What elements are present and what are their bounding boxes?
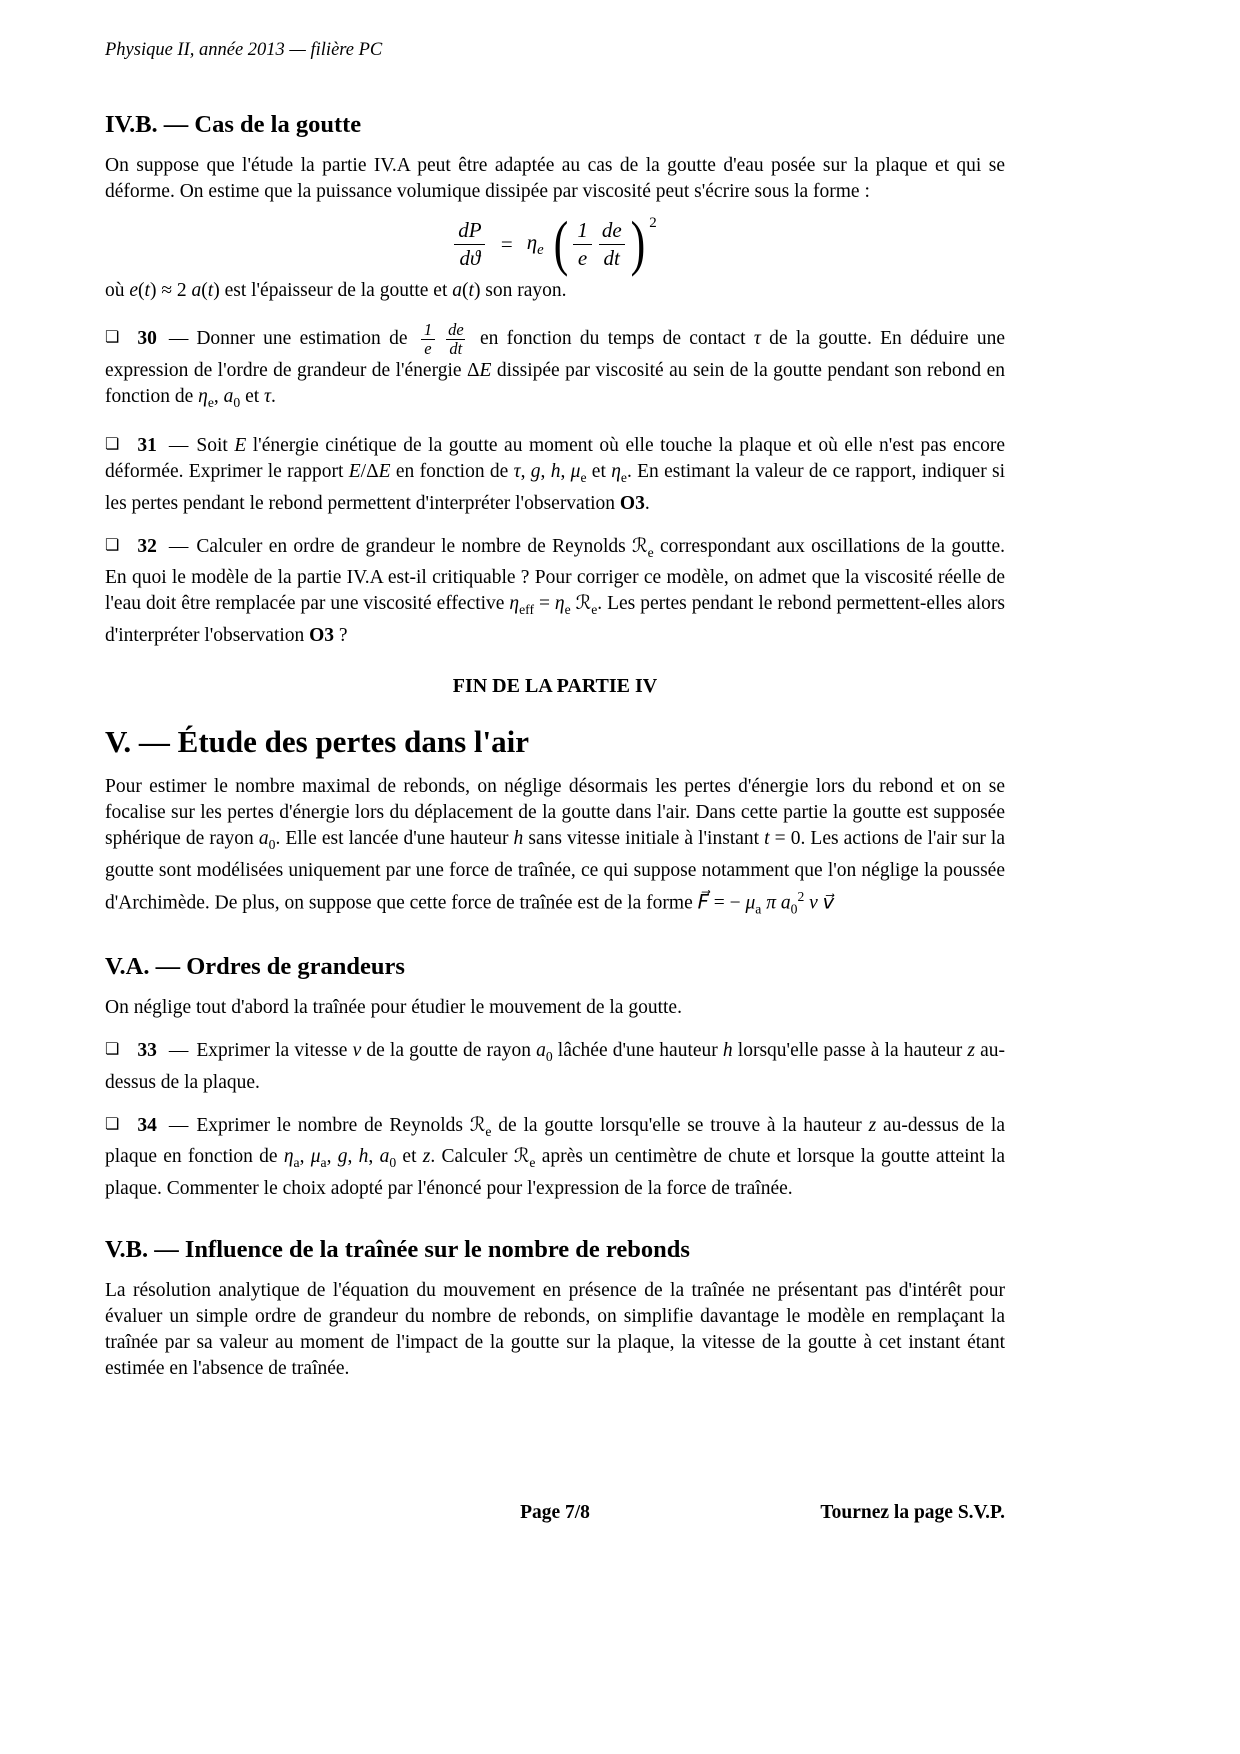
question-dash: — [168, 1114, 189, 1136]
equals-sign: = [499, 231, 514, 256]
question-number: 30 [137, 327, 157, 349]
lhs-fraction [453, 217, 486, 272]
fraction-denominator: dt [599, 244, 625, 272]
fraction-numerator: de [601, 218, 622, 242]
question-text: Donner une estimation de [196, 327, 408, 349]
question-checkbox-icon: ❏ [105, 326, 120, 346]
inner-fraction-1-over-e [572, 217, 593, 272]
question-text: en fonction du temps de contact τ de la goutte. En déduire une expression de l'ordre de grandeur de l'énergie ΔE dissipée par viscosité au sein de la goutte pendant son rebond en fonction de $\eta_e$, $a_0$ et τ. [105, 327, 1005, 410]
question-dash: — [168, 434, 189, 456]
paragraph-intro-vb: La résolution analytique de l'équation du mouvement en présence de la traînée ne présentant pas d'intérêt pour évaluer un simple ordre de grandeur du nombre de rebonds, on simplifie davantage le modèle en remplaçant la traînée par sa valeur au moment de l'impact de la goutte sur la plaque, la vitesse de la goutte à cet instant étant estimée en l'absence de traînée. [105, 1280, 1005, 1380]
paragraph-intro-v: Pour estimer le nombre maximal de rebonds, on néglige désormais les pertes d'énergie lors du rebond et on se focalise sur les pertes d'énergie lors du déplacement de la goutte dans l'air. Dans cette partie la goutte est supposée sphérique de rayon $a_0$. Elle est lancée d'une hauteur h sans vitesse initiale à l'instant t = 0. Les actions de l'air sur la goutte sont modélisées uniquement par une force de traînée, ce qui suppose notamment que l'on néglige la poussée d'Archimède. De plus, on suppose que cette force de traînée est de la forme F⃗ = − $\mu_a$ π $a_0^2$ v v⃗ [105, 776, 1006, 917]
question-text: Exprimer le nombre de Reynolds ℛ$_e$ de la goutte lorsqu'elle se trouve à la hauteur z au-dessus de la plaque en fonction de $\eta_a$, $\mu_a$, g, h, $a_0$ et z. Calculer ℛ$_e$ après un centimètre de chute et lorsque la goutte atteint la plaque. Commenter le choix adopté par l'énoncé pour l'expression de la force de traînée. [105, 1114, 1006, 1200]
section-heading-va: V.A. — Ordres de grandeurs [105, 952, 405, 980]
question-number: 31 [137, 434, 157, 456]
section-heading-v: V. — Étude des pertes dans l'air [105, 724, 529, 760]
running-header: Physique II, année 2013 — filière PC [105, 40, 383, 60]
fraction-denominator: dt [446, 339, 465, 358]
question-number: 33 [137, 1039, 157, 1061]
fraction-numerator: 1 [423, 319, 433, 339]
question-checkbox-icon: ❏ [105, 433, 120, 453]
fraction-numerator: de [448, 319, 464, 339]
end-of-part-iv-label: FIN DE LA PARTIE IV [452, 675, 658, 698]
fraction-denominator: e [573, 244, 592, 272]
question-dash: — [168, 327, 189, 349]
question-34 [105, 1113, 1005, 1203]
page-content [105, 0, 1005, 1382]
fraction-numerator: dP [458, 218, 482, 242]
close-paren: ) [630, 209, 646, 278]
question-text: Soit E l'énergie cinétique de la goutte au moment où elle touche la plaque et où elle n'est pas encore déformée. Exprimer le rapport E/ΔE en fonction de τ, g, h, $\mu_e$ et $\eta_e$. En estimant la valeur de ce rapport, indiquer si les pertes pendant le rebond permettent d'interpréter l'observation O3. [105, 434, 1006, 514]
turn-page-note: Tournez la page S.V.P. [820, 1502, 1005, 1523]
equation-exponent: 2 [649, 215, 657, 231]
question-30 [105, 321, 1005, 416]
question-33 [105, 1038, 1005, 1096]
inline-fraction-de-over-dt [445, 321, 467, 358]
open-paren: ( [553, 209, 569, 278]
question-dash: — [168, 1039, 189, 1061]
fraction-numerator: 1 [577, 218, 588, 242]
page-number: Page 7/8 [520, 1502, 590, 1523]
page-footer [105, 1502, 1005, 1532]
question-text: Exprimer la vitesse v de la goutte de rayon $a_0$ lâchée d'une hauteur h lorsqu'elle passe à la hauteur z au-dessus de la plaque. [105, 1039, 1005, 1093]
paragraph-intro-ivb: On suppose que l'étude la partie IV.A peut être adaptée au cas de la goutte d'eau posée sur la plaque et qui se déforme. On estime que la puissance volumique dissipée par viscosité peut s'écrire sous la forme : [105, 155, 1005, 202]
fraction-denominator: e [421, 339, 434, 358]
fraction-denominator: dϑ [454, 244, 485, 272]
inline-fraction-1-over-e [421, 321, 435, 358]
inner-fraction-de-over-dt [597, 217, 627, 272]
question-checkbox-icon: ❏ [105, 534, 120, 554]
question-31 [105, 433, 1005, 517]
paragraph-intro-va: On néglige tout d'abord la traînée pour étudier le mouvement de la goutte. [105, 996, 682, 1018]
question-text: Calculer en ordre de grandeur le nombre de Reynolds ℛ$_e$ correspondant aux oscillations de la goutte. En quoi le modèle de la partie IV.A est-il critiquable ? Pour corriger ce modèle, on admet que la viscosité réelle de l'eau doit être remplacée par une viscosité effective $\eta_{eff} = \eta_e$ ℛ$_e$. Les pertes pendant le rebond permettent-elles alors d'interpréter l'observation O3 ? [105, 535, 1005, 647]
equation-power-dissipation [105, 209, 1005, 278]
question-checkbox-icon: ❏ [105, 1038, 120, 1058]
question-dash: — [168, 535, 189, 557]
section-heading-vb: V.B. — Influence de la traînée sur le nombre de rebonds [105, 1236, 690, 1264]
viscosity-coefficient: $\eta_e$ [526, 229, 544, 258]
question-checkbox-icon: ❏ [105, 1113, 120, 1133]
question-number: 34 [137, 1114, 157, 1136]
section-heading-ivb: IV.B. — Cas de la goutte [105, 111, 362, 138]
question-number: 32 [137, 535, 157, 557]
paragraph-after-equation: où e(t) ≈ 2 a(t) est l'épaisseur de la goutte et a(t) son rayon. [105, 279, 567, 301]
question-32 [105, 534, 1005, 650]
